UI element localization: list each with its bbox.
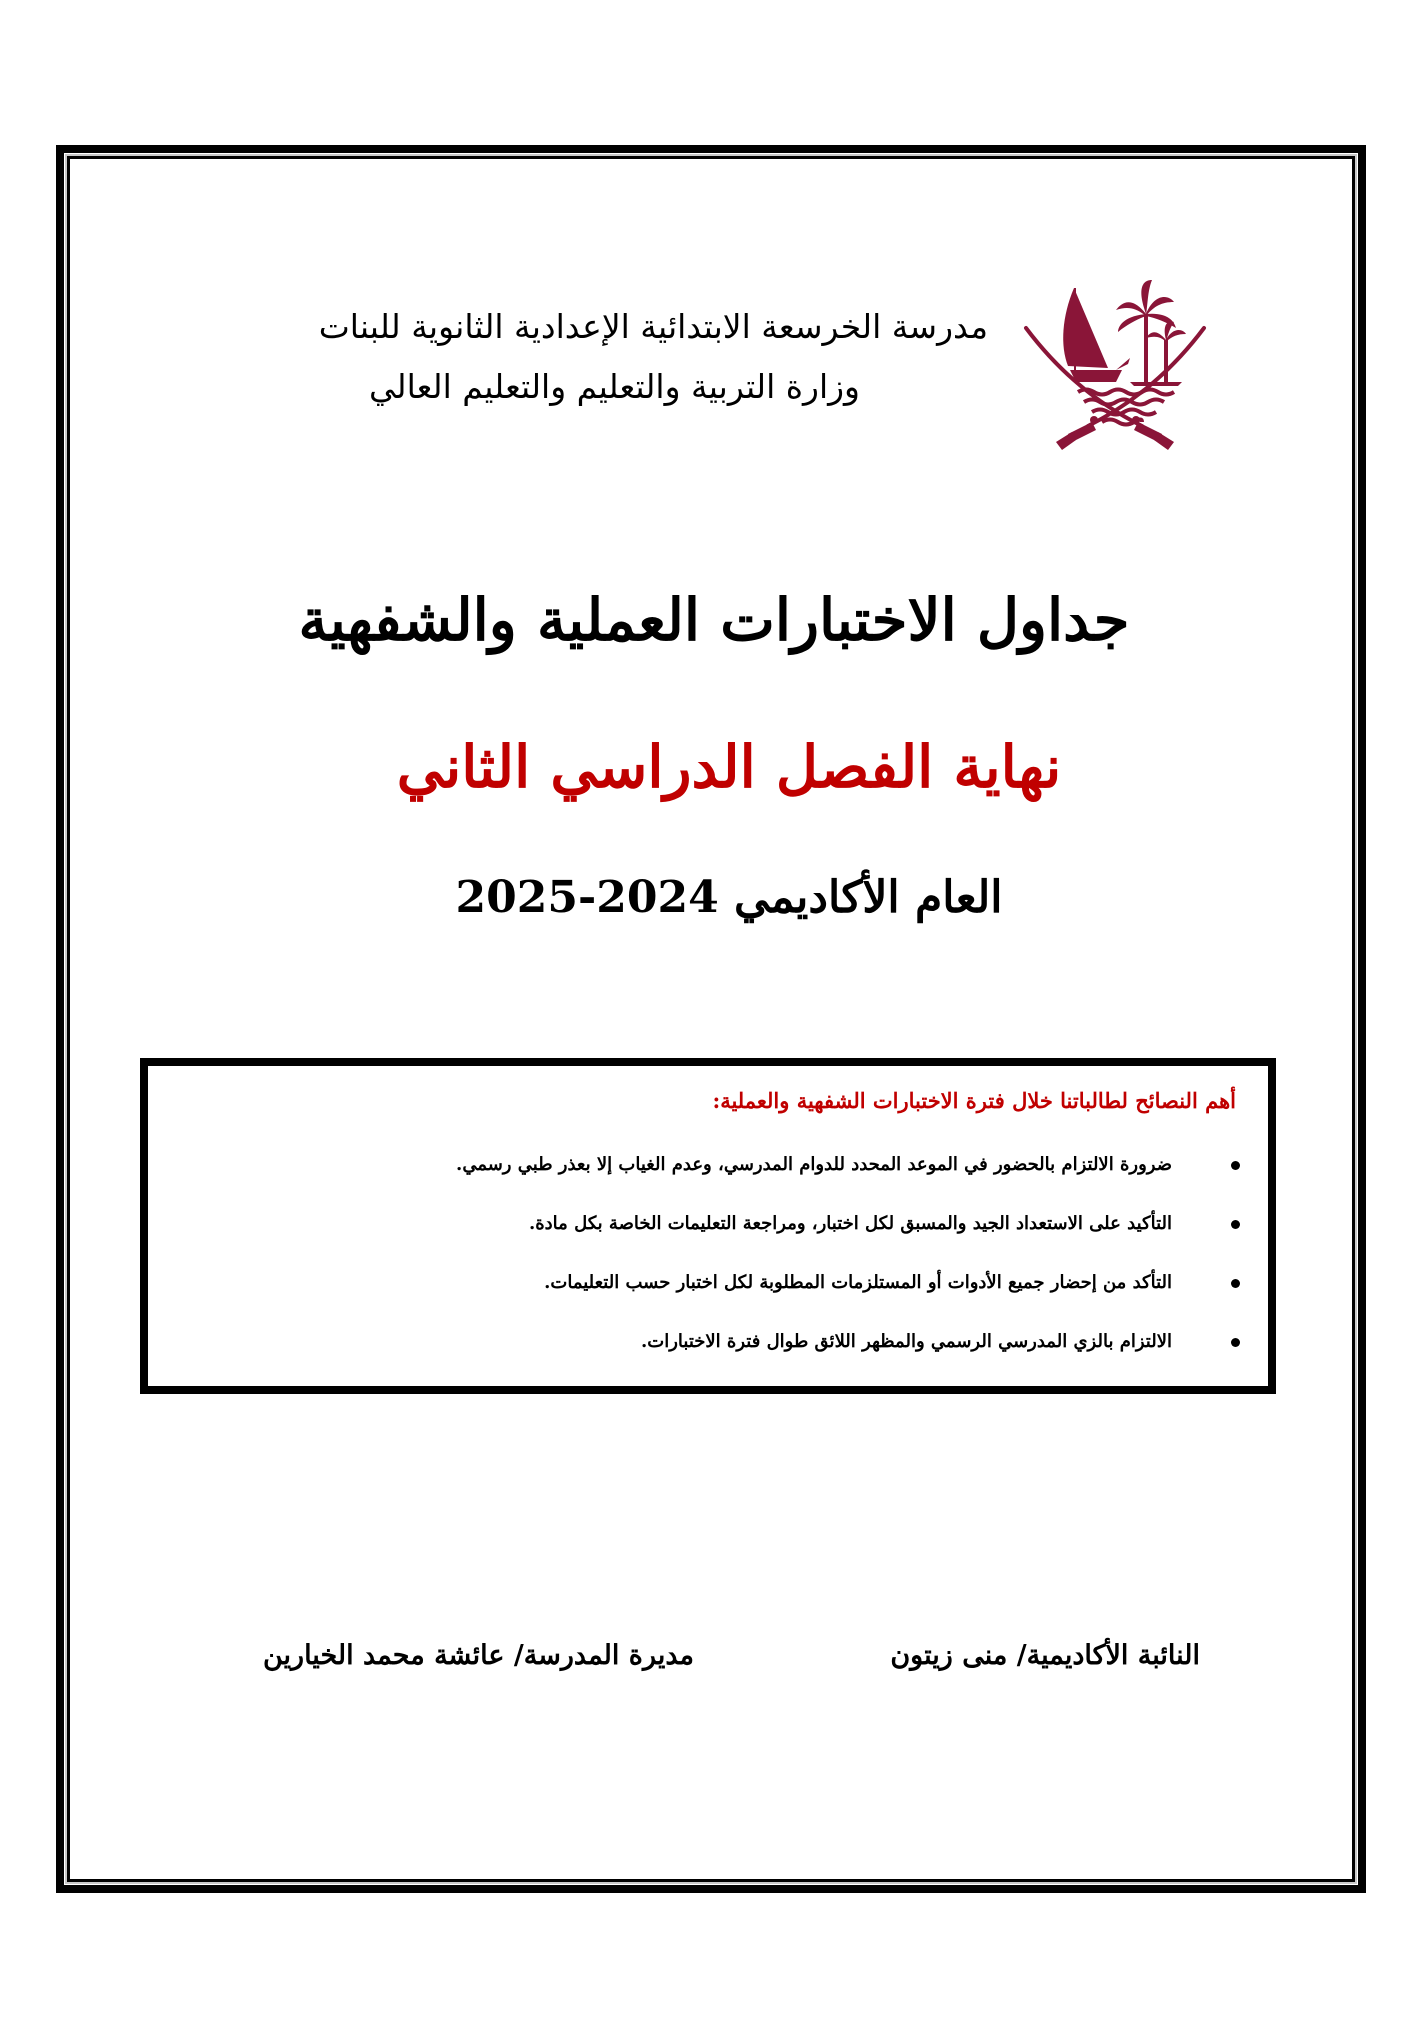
main-title: جداول الاختبارات العملية والشفهية xyxy=(298,586,1130,654)
academic-year-title: العام الأكاديمي 2024-2025 xyxy=(455,872,1003,923)
tips-list xyxy=(456,1150,1172,1386)
tip-item xyxy=(456,1150,1172,1209)
qatar-emblem-icon xyxy=(1012,266,1218,452)
bullet-icon xyxy=(1231,1220,1240,1229)
tip-text: ضرورة الالتزام بالحضور في الموعد المحدد للدوام المدرسي، وعدم الغياب إلا بعذر طبي رسمي. xyxy=(456,1154,1172,1175)
bullet-icon xyxy=(1231,1279,1240,1288)
signature-principal: مديرة المدرسة/ عائشة محمد الخيارين xyxy=(262,1640,694,1671)
tip-text: الالتزام بالزي المدرسي الرسمي والمظهر اللائق طوال فترة الاختبارات. xyxy=(641,1331,1172,1352)
tips-heading: أهم النصائح لطالباتنا خلال فترة الاختبارات الشفهية والعملية: xyxy=(712,1088,1236,1113)
signatures xyxy=(0,1640,1428,1700)
tip-item xyxy=(456,1268,1172,1327)
school-name: مدرسة الخرسعة الابتدائية الإعدادية الثانوية للبنات xyxy=(318,307,988,346)
tip-item xyxy=(456,1327,1172,1386)
bullet-icon xyxy=(1231,1338,1240,1347)
bullet-icon xyxy=(1231,1161,1240,1170)
header xyxy=(319,304,988,410)
ministry-name: وزارة التربية والتعليم والتعليم العالي xyxy=(369,367,860,406)
signature-academic-deputy: النائبة الأكاديمية/ منى زيتون xyxy=(890,1640,1200,1671)
tip-item xyxy=(456,1209,1172,1268)
semester-title: نهاية الفصل الدراسي الثاني xyxy=(396,733,1062,801)
tip-text: التأكيد على الاستعداد الجيد والمسبق لكل اختبار، ومراجعة التعليمات الخاصة بكل مادة. xyxy=(528,1213,1172,1234)
tips-box xyxy=(140,1058,1276,1394)
tip-text: التأكد من إحضار جميع الأدوات أو المستلزمات المطلوبة لكل اختبار حسب التعليمات. xyxy=(544,1272,1172,1293)
